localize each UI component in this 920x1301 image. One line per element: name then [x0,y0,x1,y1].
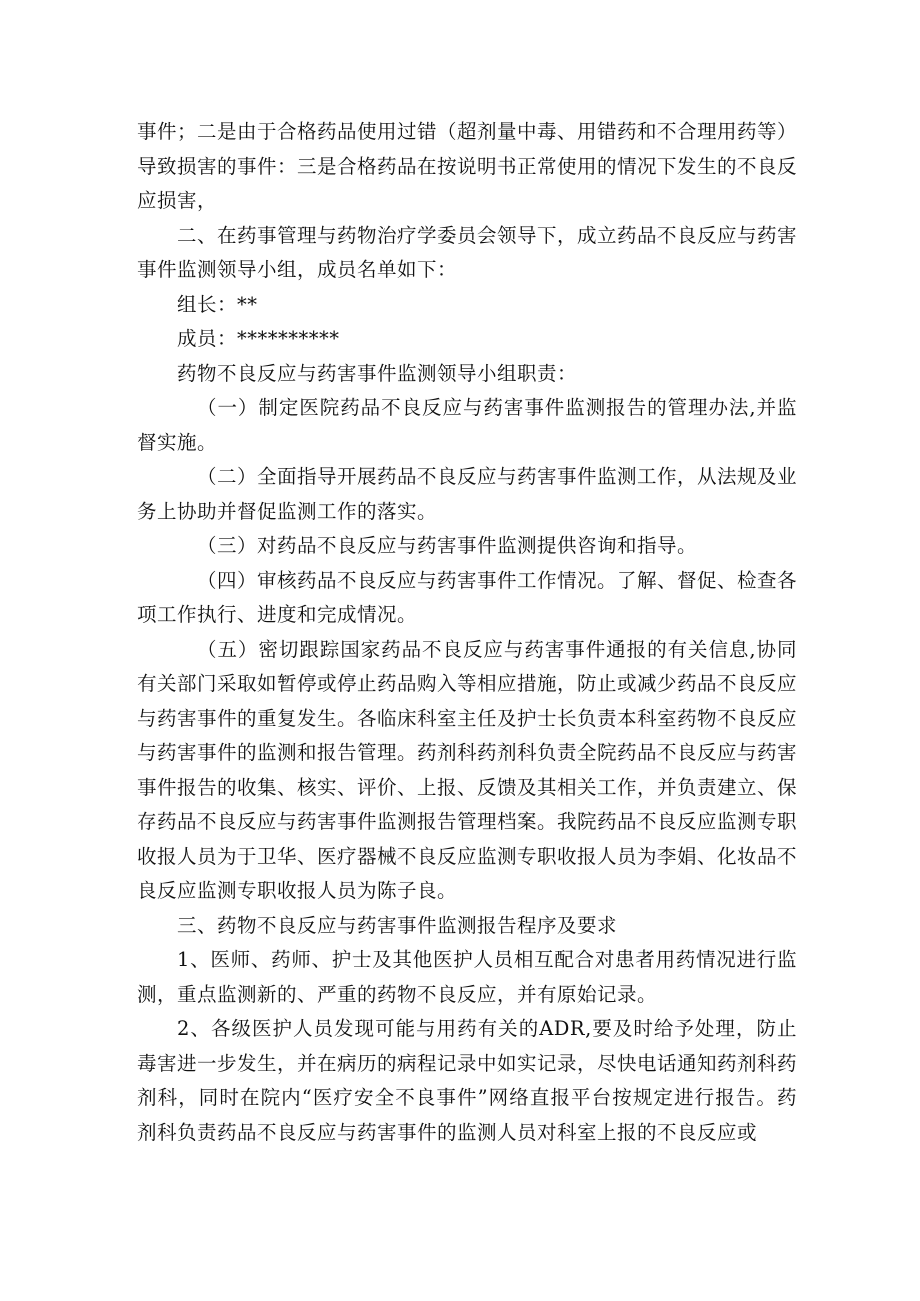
paragraph-duty-5: （五）密切跟踪国家药品不良反应与药害事件通报的有关信息,协同有关部门采取如暂停或停止药品购入等相应措施，防止或减少药品不良反应与药害事件的重复发生。各临床科室主任及护士长负责本科室药物不良反应与药害事件的监测和报告管理。药剂科药剂科负责全院药品不良反应与药害事件报告的收集、核实、评价、上报、反馈及其相关工作，并负责建立、保存药品不良反应与药害事件监测报告管理档案。我院药品不良反应监测专职收报人员为于卫华、医疗器械不良反应监测专职收报人员为李娟、化妆品不良反应监测专职收报人员为陈子良。 [137,637,798,902]
paragraph-duty-2: （二）全面指导开展药品不良反应与药害事件监测工作，从法规及业务上协助并督促监测工作的落实。 [137,465,798,523]
paragraph-duty-1: （一）制定医院药品不良反应与药害事件监测报告的管理办法,并监督实施。 [137,396,797,454]
paragraph-requirement-2: 2、各级医护人员发现可能与用药有关的ADR,要及时给予处理，防止毒害进一步发生，并在病历的病程记录中如实记录，尽快电话通知药剂科药剂科，同时在院内“医疗安全不良事件”网络直报平台按规定进行报告。药剂科负责药品不良反应与药害事件的监测人员对科室上报的不良反应或 [137,1017,798,1144]
paragraph-continuation: 事件；二是由于合格药品使用过错（超剂量中毒、用错药和不合理用药等）导致损害的事件：三是合格药品在按说明书正常使用的情况下发生的不良反应损害， [137,120,798,212]
paragraph-team-leader: 组长：** [177,292,258,316]
paragraph-duties-heading: 药物不良反应与药害事件监测领导小组职责： [177,361,578,385]
paragraph-section-two: 二、在药事管理与药物治疗学委员会领导下，成立药品不良反应与药害事件监测领导小组，成员名单如下： [137,223,798,281]
paragraph-section-three: 三、药物不良反应与药害事件监测报告程序及要求 [177,913,618,937]
document-page [137,115,797,1150]
paragraph-duty-3: （三）对药品不良反应与药害事件监测提供咨询和指导。 [197,534,698,557]
paragraph-team-members: 成员：********** [177,327,340,350]
paragraph-requirement-1: 1、医师、药师、护士及其他医护人员相互配合对患者用药情况进行监测，重点监测新的、严重的药物不良反应，并有原始记录。 [137,948,797,1006]
paragraph-duty-4: （四）审核药品不良反应与药害事件工作情况。了解、督促、检查各项工作执行、进度和完成情况。 [137,568,798,626]
